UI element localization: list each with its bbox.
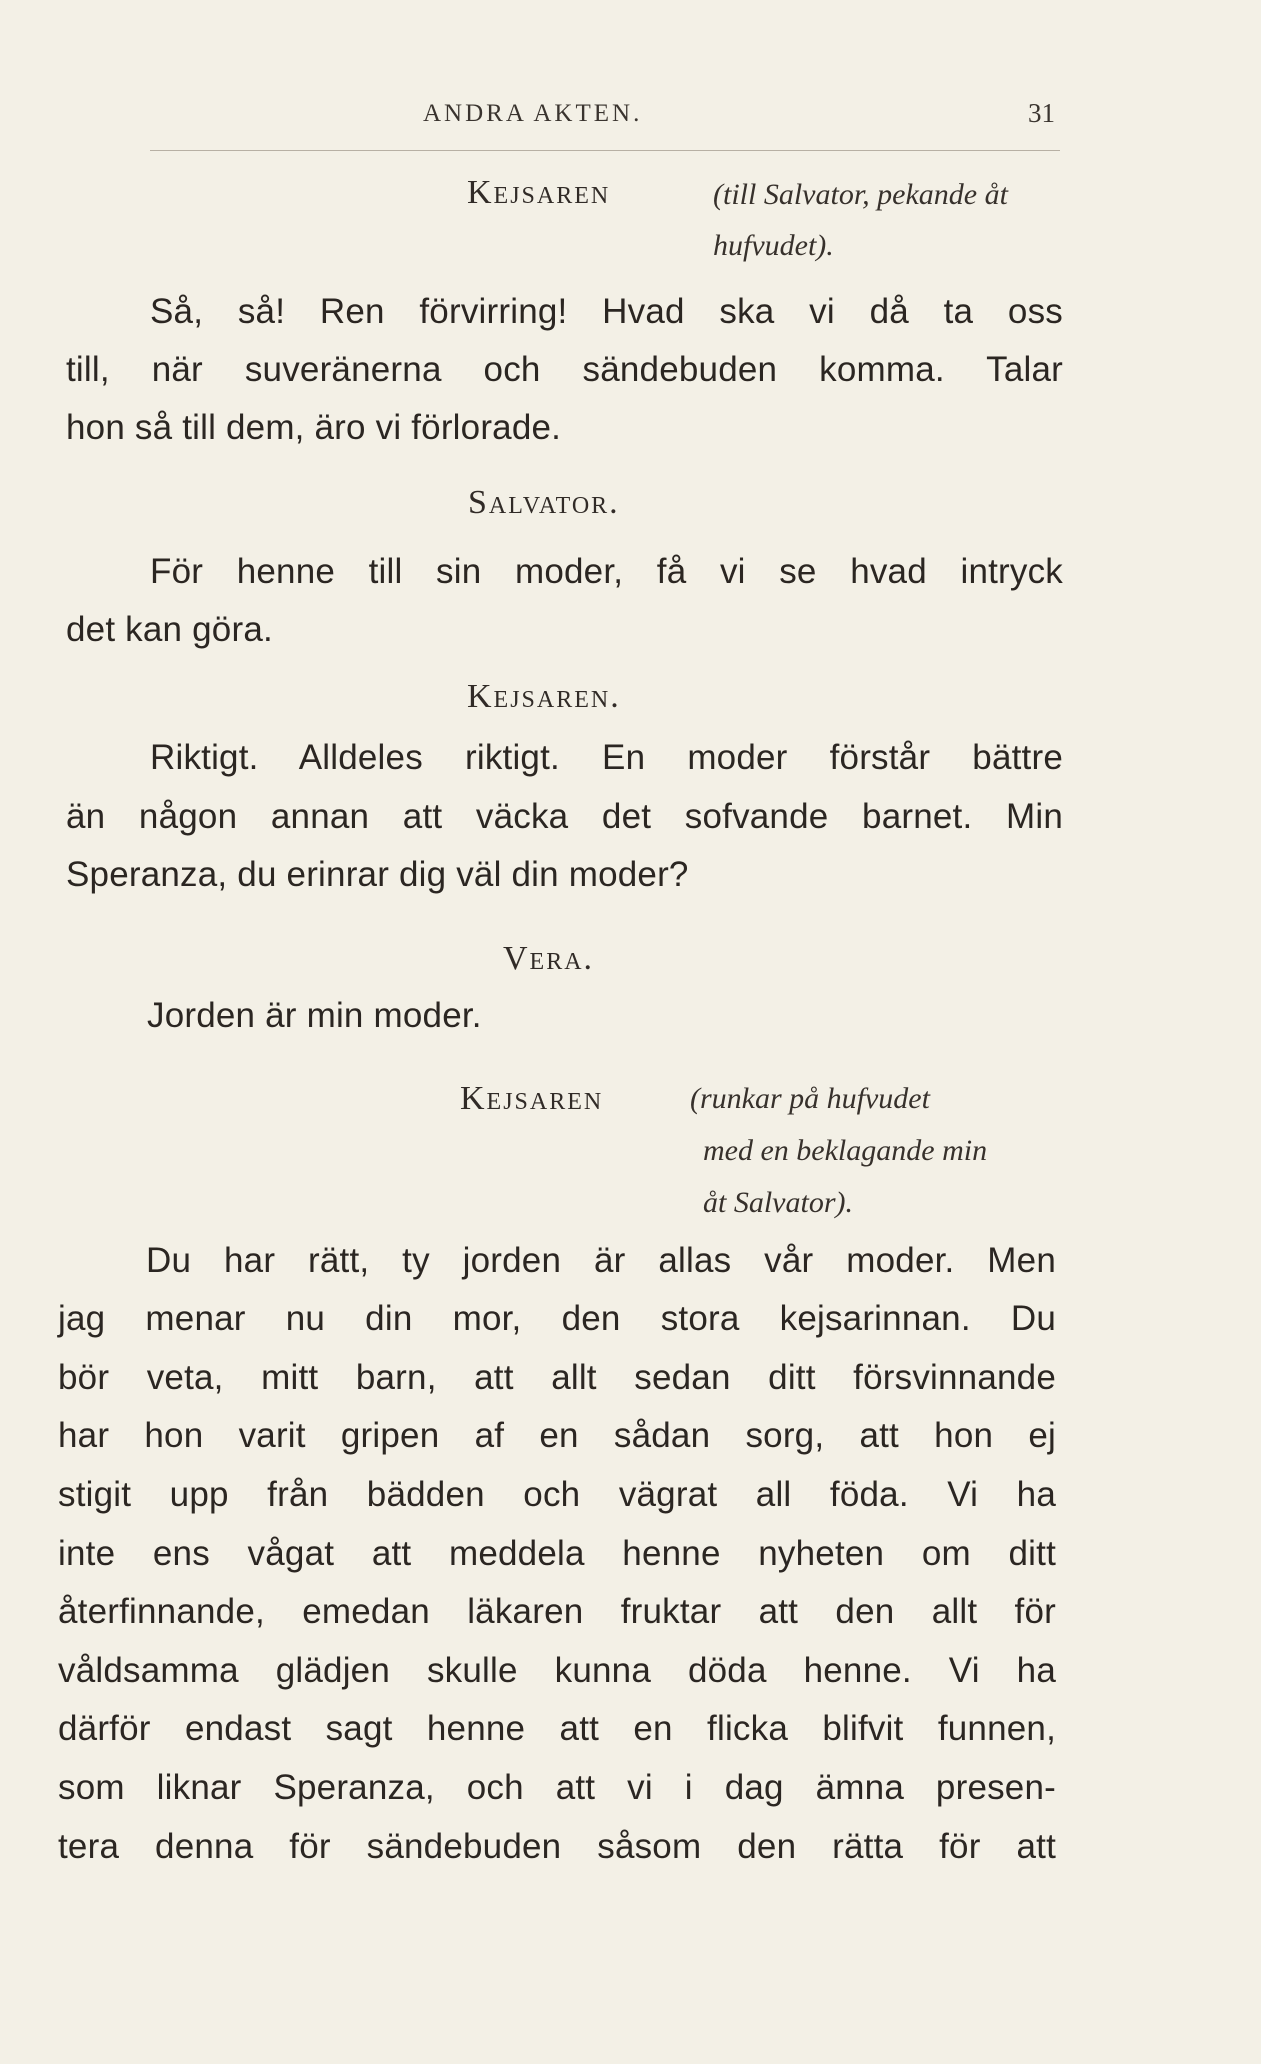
dialogue-line: tera denna för sändebuden såsom den rätta för att (58, 1827, 1056, 1866)
dialogue-line: Du har rätt, ty jorden är allas vår moder. Men (146, 1241, 1056, 1280)
dialogue-line: Riktigt. Alldeles riktigt. En moder förstår bättre (150, 738, 1063, 777)
speaker-name: Kejsaren. (467, 678, 621, 715)
running-head: ANDRA AKTEN. (423, 100, 643, 127)
dialogue-line: Speranza, du erinrar dig väl din moder? (66, 855, 689, 894)
dialogue-line: Så, så! Ren förvirring! Hvad ska vi då ta oss (150, 292, 1063, 331)
dialogue-line: våldsamma glädjen skulle kunna döda henne. Vi ha (58, 1651, 1056, 1690)
stage-direction-line: åt Salvator). (703, 1186, 853, 1219)
stage-direction-line: med en beklagande min (703, 1134, 988, 1167)
dialogue-line: som liknar Speranza, och att vi i dag ämna presen- (58, 1768, 1056, 1807)
speaker-name: Vera. (503, 940, 595, 977)
stage-direction-line: (runkar på hufvudet (690, 1082, 930, 1115)
dialogue-line: inte ens vågat att meddela henne nyheten om ditt (58, 1534, 1056, 1573)
dialogue-line: återfinnande, emedan läkaren fruktar att den allt för (58, 1592, 1056, 1631)
speaker-name: Kejsaren (467, 174, 611, 211)
dialogue-line: Jorden är min moder. (147, 996, 482, 1035)
stage-direction-line: hufvudet). (713, 229, 834, 262)
dialogue-line: det kan göra. (66, 610, 273, 649)
dialogue-line: än någon annan att väcka det sofvande barnet. Min (66, 797, 1063, 836)
dialogue-line: till, när suveränerna och sändebuden komma. Talar (66, 350, 1063, 389)
header-rule (150, 150, 1060, 151)
dialogue-line: För henne till sin moder, få vi se hvad intryck (150, 552, 1063, 591)
dialogue-line: stigit upp från bädden och vägrat all föda. Vi ha (58, 1475, 1056, 1514)
speaker-name: Kejsaren (460, 1080, 604, 1117)
page-header (0, 96, 1261, 136)
dialogue-line: hon så till dem, äro vi förlorade. (66, 408, 562, 447)
dialogue-line: bör veta, mitt barn, att allt sedan ditt försvinnande (58, 1358, 1056, 1397)
dialogue-line: därför endast sagt henne att en flicka blifvit funnen, (58, 1709, 1056, 1748)
stage-direction-line: (till Salvator, pekande åt (713, 178, 1008, 211)
dialogue-line: har hon varit gripen af en sådan sorg, att hon ej (58, 1416, 1056, 1455)
dialogue-line: jag menar nu din mor, den stora kejsarinnan. Du (58, 1299, 1056, 1338)
speaker-name: Salvator. (468, 484, 620, 521)
page-number: 31 (1028, 98, 1055, 128)
